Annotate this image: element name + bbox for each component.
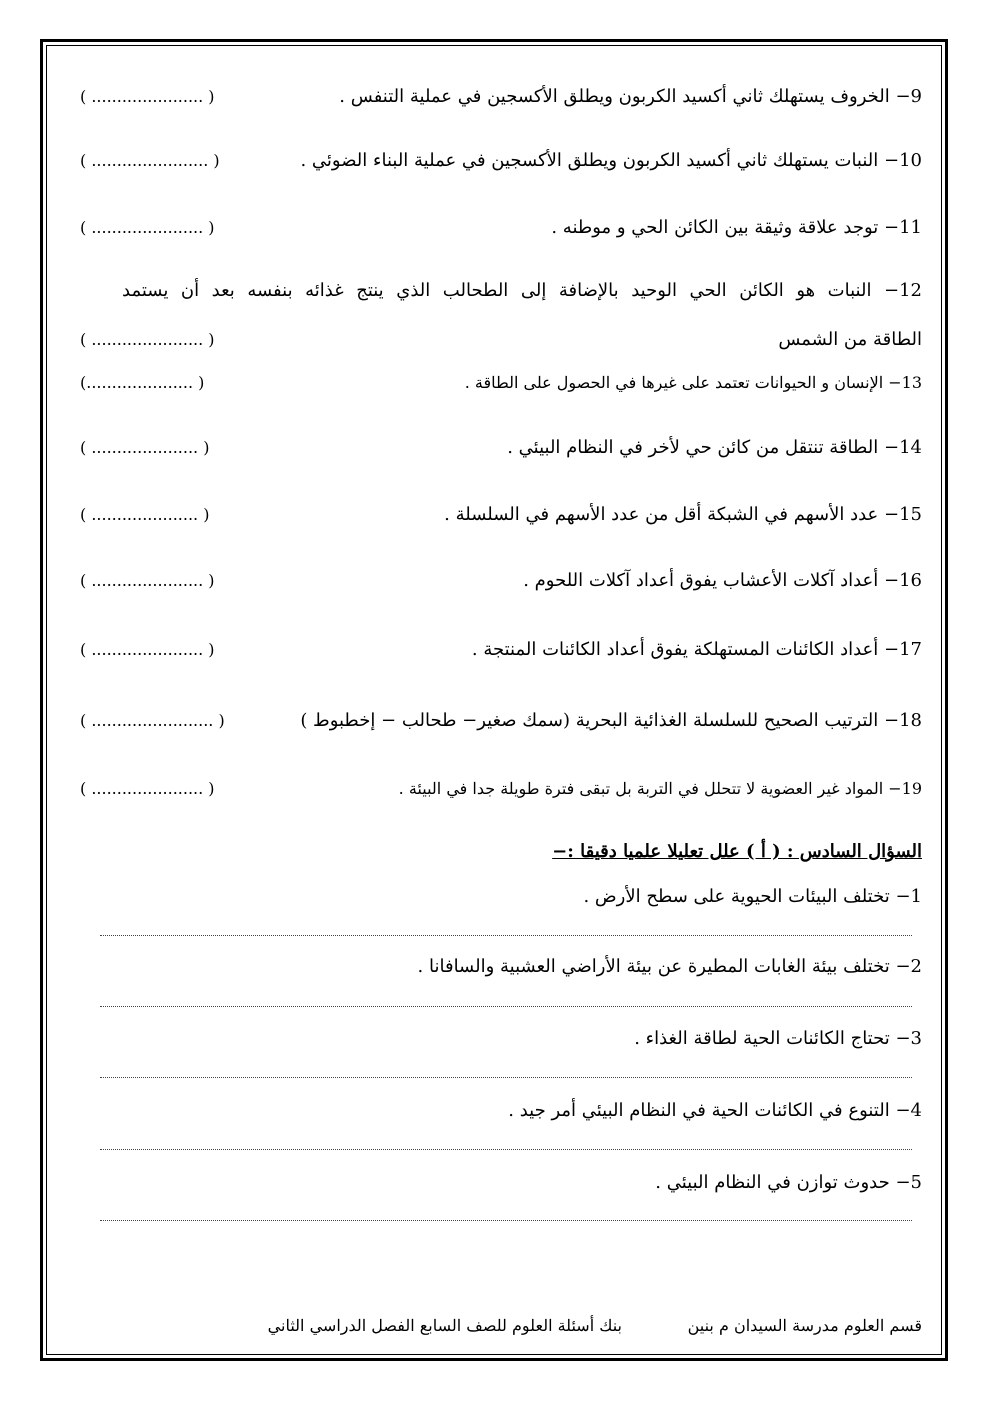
statement-text: 16− أعداد آكلات الأعشاب يفوق أعداد آكلات اللحوم . bbox=[523, 569, 922, 591]
answer-line-1[interactable] bbox=[100, 935, 912, 936]
answer-blank[interactable]: ( ...................... ) bbox=[80, 570, 215, 590]
answer-line-2[interactable] bbox=[100, 1006, 912, 1007]
statement-17 bbox=[80, 634, 922, 664]
reason-5: 5− حدوث توازن في النظام البيئي . bbox=[655, 1172, 922, 1193]
statement-text: الطاقة من الشمس bbox=[778, 328, 922, 350]
answer-blank[interactable]: ( ........................ ) bbox=[80, 710, 225, 730]
reason-2: 2− تختلف بيئة الغابات المطيرة عن بيئة الأراضي العشبية والسافانا . bbox=[417, 956, 922, 977]
reason-4: 4− التنوع في الكائنات الحية في النظام البيئي أمر جيد . bbox=[508, 1100, 922, 1121]
answer-blank[interactable]: (..................... ) bbox=[80, 372, 205, 392]
statement-15 bbox=[80, 499, 922, 529]
statement-14 bbox=[80, 432, 922, 462]
statement-12 bbox=[80, 324, 922, 354]
answer-blank[interactable]: ( ...................... ) bbox=[80, 329, 215, 349]
statement-text: 19− المواد غير العضوية لا تتحلل في التربة بل تبقى فترة طويلة جدا في البيئة . bbox=[398, 778, 922, 798]
answer-blank[interactable]: ( ...................... ) bbox=[80, 86, 215, 106]
answer-blank[interactable]: ( ..................... ) bbox=[80, 437, 210, 457]
reason-1: 1− تختلف البيئات الحيوية على سطح الأرض . bbox=[583, 886, 922, 907]
statement-11 bbox=[80, 212, 922, 242]
statement-text: 18− الترتيب الصحيح للسلسلة الغذائية البحرية (سمك صغير− طحالب − إخطبوط ) bbox=[300, 709, 922, 731]
answer-blank[interactable]: ( ...................... ) bbox=[80, 639, 215, 659]
answer-blank[interactable]: ( ....................... ) bbox=[80, 150, 220, 170]
reason-3: 3− تحتاج الكائنات الحية لطاقة الغذاء . bbox=[634, 1028, 922, 1049]
statement-10 bbox=[80, 145, 922, 175]
answer-blank[interactable]: ( ...................... ) bbox=[80, 217, 215, 237]
statement-16 bbox=[80, 565, 922, 595]
statement-text: 9− الخروف يستهلك ثاني أكسيد الكربون ويطلق الأكسجين في عملية التنفس . bbox=[339, 85, 922, 107]
statement-18 bbox=[80, 705, 922, 735]
answer-line-5[interactable] bbox=[100, 1220, 912, 1221]
footer-bank-title: بنك أسئلة العلوم للصف السابع الفصل الدراسي الثاني bbox=[267, 1316, 622, 1335]
statement-text: 13− الإنسان و الحيوانات تعتمد على غيرها في الحصول على الطاقة . bbox=[464, 372, 922, 392]
statement-text: 17− أعداد الكائنات المستهلكة يفوق أعداد الكائنات المنتجة . bbox=[471, 638, 922, 660]
statement-9 bbox=[80, 81, 922, 111]
answer-line-3[interactable] bbox=[100, 1077, 912, 1078]
statement-13 bbox=[80, 367, 922, 397]
statement-text: 14− الطاقة تنتقل من كائن حي لأخر في النظام البيئي . bbox=[507, 436, 922, 458]
statement-text: 11− توجد علاقة وثيقة بين الكائن الحي و موطنه . bbox=[551, 216, 922, 238]
answer-line-4[interactable] bbox=[100, 1149, 912, 1150]
footer-department: قسم العلوم مدرسة السيدان م بنين bbox=[687, 1316, 922, 1335]
statement-text: 15− عدد الأسهم في الشبكة أقل من عدد الأسهم في السلسلة . bbox=[444, 503, 922, 525]
answer-blank[interactable]: ( ...................... ) bbox=[80, 778, 215, 798]
statement-12-line1: 12− النبات هو الكائن الحي الوحيد بالإضافة إلى الطحالب الذي ينتج غذائه بنفسه بعد أن يستمد bbox=[122, 280, 922, 301]
answer-blank[interactable]: ( ..................... ) bbox=[80, 504, 210, 524]
statement-text: 10− النبات يستهلك ثاني أكسيد الكربون ويطلق الأكسجين في عملية البناء الضوئي . bbox=[300, 149, 922, 171]
statement-19 bbox=[80, 773, 922, 803]
section-title: السؤال السادس : ( أ ) علل تعليلا علميا دقيقا :− bbox=[552, 841, 922, 862]
